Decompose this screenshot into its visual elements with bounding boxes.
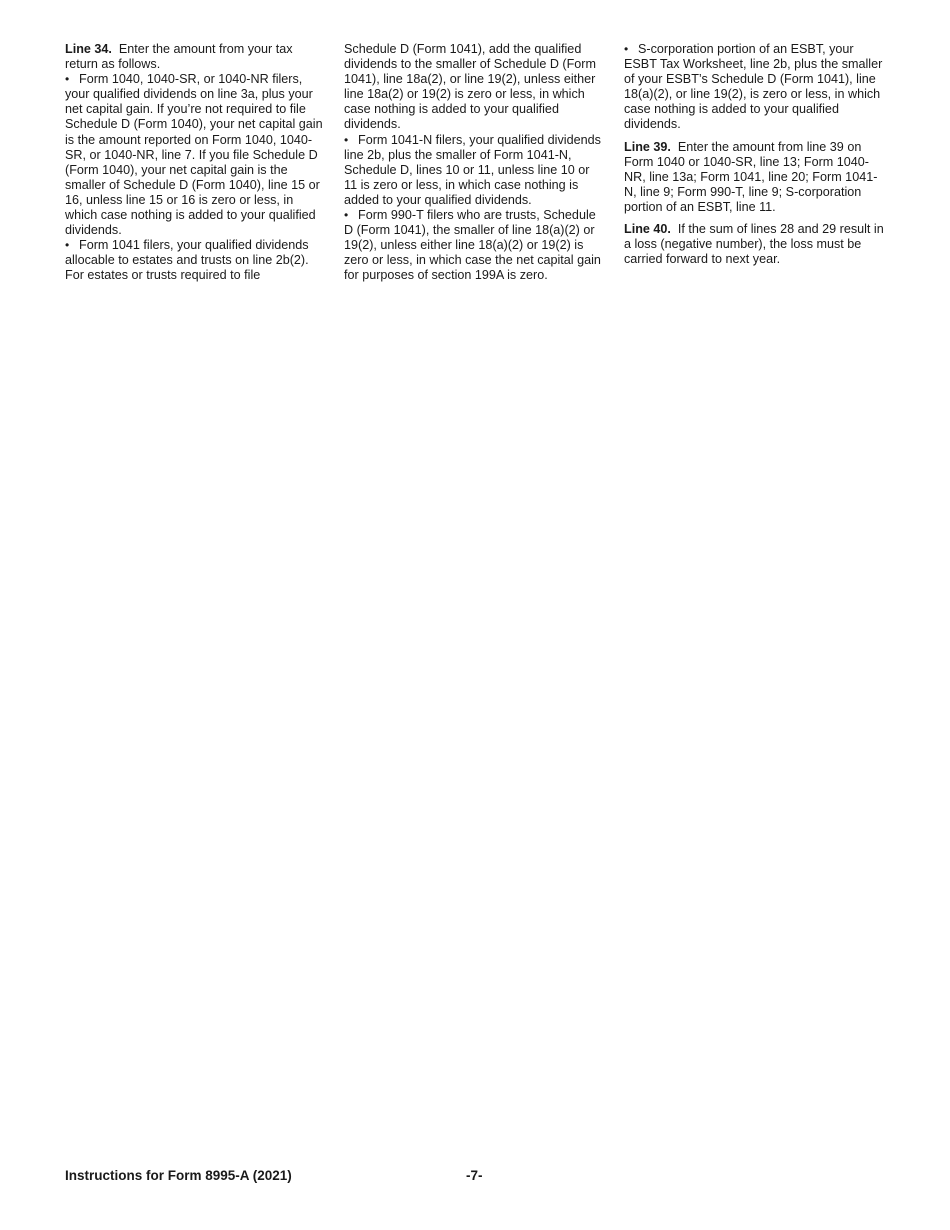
line-40-text: If the sum of lines 28 and 29 result in a loss (negative number), the loss must be carried forward to next year. <box>624 222 884 267</box>
text-column-2 <box>344 42 606 284</box>
bullet-s-corporation <box>624 42 886 133</box>
footer-page-number: -7- <box>466 1168 483 1183</box>
footer-form-title: Instructions for Form 8995-A (2021) <box>65 1168 292 1183</box>
line-40-label: Line 40. <box>624 222 671 237</box>
bullet-icon <box>65 238 79 253</box>
bullet-form-1040-text: Form 1040, 1040-SR, or 1040-NR filers, your qualified dividends on line 3a, plus your net capital gain. If you’re not required to file Schedule D (Form 1040), your net capital gain is the amount reported on Form 1040, 1040-SR, or 1040-NR, line 7. If you file Schedule D (Form 1040), your net capital gain is the smaller of Schedule D (Form 1040), line 15 or 16, unless line 15 or 16 is zero or less, in which case nothing is added to your qualified dividends. <box>65 72 323 238</box>
bullet-form-1041-n <box>344 133 606 208</box>
bullet-form-990-t <box>344 208 606 283</box>
bullet-icon <box>344 208 358 223</box>
line-34-text: Enter the amount from your tax return as follows. <box>65 42 293 72</box>
continued-paragraph: Schedule D (Form 1041), add the qualified dividends to the smaller of Schedule D (Form 1041), line 18a(2), or line 19(2), unless either line 18a(2) or 19(2) is zero or less, in which case nothing is added to your qualified dividends. <box>344 42 596 132</box>
line-40-paragraph <box>624 222 886 267</box>
bullet-icon <box>344 133 358 148</box>
bullet-icon <box>65 72 79 87</box>
bullet-icon <box>624 42 638 57</box>
bullet-form-1041-n-text: Form 1041-N filers, your qualified dividends line 2b, plus the smaller of Form 1041-N, Schedule D, lines 10 or 11, unless line 10 or 11 is zero or less, in which case nothing is added to your qualified dividends. <box>344 132 601 207</box>
line-34-label: Line 34. <box>65 42 112 56</box>
text-column-3 <box>624 42 886 267</box>
bullet-form-1040 <box>65 72 327 238</box>
bullet-form-1041 <box>65 238 327 283</box>
bullet-form-990-t-text: Form 990-T filers who are trusts, Schedule D (Form 1041), the smaller of line 18(a)(2) or 19(2), unless either line 18(a)(2) or 19(2) is zero or less, in which case the net capital gain for purposes of section 199A is zero. <box>344 208 601 283</box>
text-column-1 <box>65 42 327 284</box>
line-39-paragraph <box>624 140 886 215</box>
line-34-paragraph <box>65 42 327 72</box>
bullet-form-1041-text: Form 1041 filers, your qualified dividends allocable to estates and trusts on line 2b(2). For estates or trusts required to file <box>65 238 309 283</box>
bullet-s-corporation-text: S-corporation portion of an ESBT, your ESBT Tax Worksheet, line 2b, plus the smaller of your ESBT’s Schedule D (Form 1041), line 18(a)(2), or line 19(2), is zero or less, in which case nothing is added to your qualified dividends. <box>624 42 883 132</box>
line-39-text: Enter the amount from line 39 on Form 1040 or 1040-SR, line 13; Form 1040-NR, line 13a; Form 1041, line 20; Form 1041-N, line 9; Form 990-T, line 9; S-corporation portion of an ESBT, line 11. <box>624 139 878 214</box>
line-39-label: Line 39. <box>624 139 671 154</box>
